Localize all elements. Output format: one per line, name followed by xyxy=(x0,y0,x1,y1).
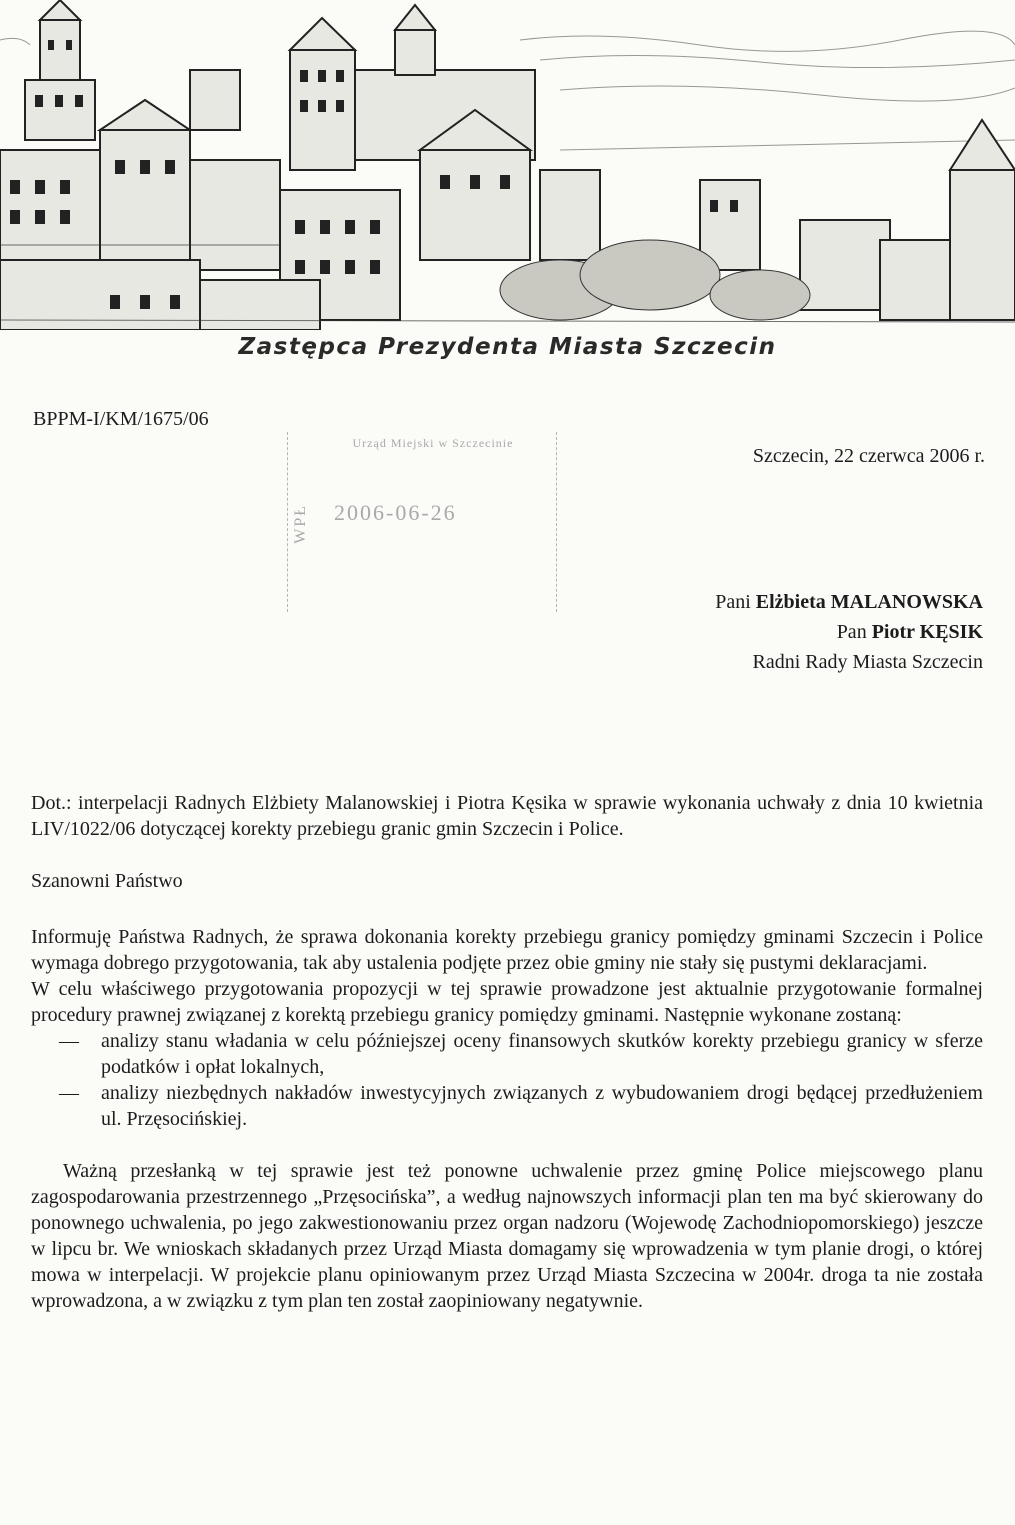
stamp-side-label: WPŁ xyxy=(292,504,309,544)
salutation: Szanowni Państwo xyxy=(31,870,183,892)
subject-line: Dot.: interpelacji Radnych Elżbiety Malanowskiej i Piotra Kęsika w sprawie wykonania uchwały z dnia 10 kwietnia LIV/1022/06 dotyczącej korekty przebiegu granic gmin Szczecin i Police. xyxy=(31,792,983,840)
stamp-office: Urząd Miejski w Szczecinie xyxy=(352,436,514,450)
received-stamp xyxy=(287,432,557,612)
letter-body xyxy=(31,790,983,1314)
action-list xyxy=(31,1028,983,1132)
recipient-1: Pani Elżbieta MALANOWSKA xyxy=(715,591,983,613)
recipient-2: Pan Piotr KĘSIK xyxy=(836,621,983,643)
letterhead-engraving xyxy=(0,0,1015,330)
recipient-role: Radni Rady Miasta Szczecin xyxy=(752,651,983,673)
list-item: — analizy stanu władania w celu późniejszej oceny finansowych skutków korekty przebiegu granicy w sferze podatków i opłat lokalnych, xyxy=(31,1028,983,1080)
paragraph-3: Ważną przesłanką w tej sprawie jest też ponowne uchwalenie przez gminę Police miejscowego planu zagospodarowania przestrzennego „Przęsocińska”, a według najnowszych informacji plan ten ma być skierowany do ponownego uchwalenia, po jego zakwestionowaniu przez organ nadzoru (Wojewodę Zachodniopomorskiego) jeszcze w lipcu br. We wnioskach składanych przez Urząd Miasta domagamy się wprowadzenia w tym planie drogi, o której mowa w interpelacji. W projekcie planu opiniowanym przez Urząd Miasta Szczecina w 2004r. droga ta nie została wprowadzona, a w związku z tym plan ten został zaopiniowany negatywnie. xyxy=(31,1160,983,1312)
reference-number: BPPM-I/KM/1675/06 xyxy=(33,408,209,430)
list-item: — analizy niezbędnych nakładów inwestycyjnych związanych z wybudowaniem drogi będącej przedłużeniem ul. Przęsocińskiej. xyxy=(31,1080,983,1132)
stamp-date: 2006-06-26 xyxy=(334,500,457,525)
letterhead-title: Zastępca Prezydenta Miasta Szczecin xyxy=(238,334,777,360)
recipients-block xyxy=(715,587,983,677)
place-date: Szczecin, 22 czerwca 2006 r. xyxy=(752,445,985,467)
paragraph-2: W celu właściwego przygotowania propozycji w tej sprawie prowadzone jest aktualnie przygotowanie formalnej procedury prawnej związanej z korektą przebiegu granicy pomiędzy gminami. Następnie wykonane zostaną: xyxy=(31,978,983,1026)
paragraph-1: Informuję Państwa Radnych, że sprawa dokonania korekty przebiegu granicy pomiędzy gminami Szczecin i Police wymaga dobrego przygotowania, tak aby ustalenia podjęte przez obie gminy nie stały się pustymi deklaracjami. xyxy=(31,926,983,974)
